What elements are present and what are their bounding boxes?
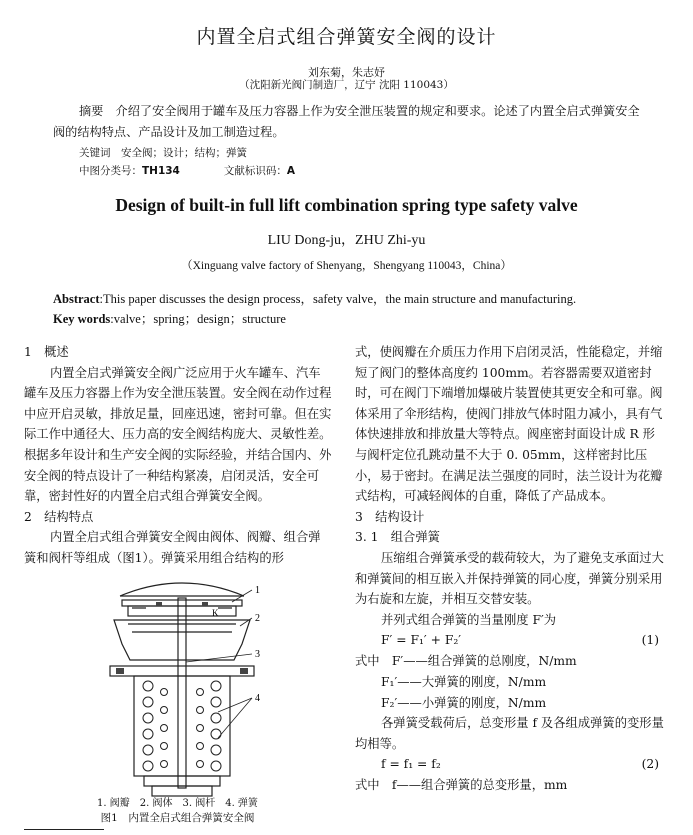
abstract-en-line — [53, 289, 663, 309]
callout-4: 4 — [255, 693, 260, 704]
footnote-rule — [24, 829, 104, 830]
abstract-en — [53, 289, 663, 329]
affiliation-en: （Xinguang valve factory of Shenyang，Shengyang 110043，China） — [181, 260, 512, 272]
abstract-en-label: Abstract — [53, 292, 100, 306]
valve-body — [114, 620, 250, 660]
paper-title-cn: 内置全启式组合弹簧安全阀的设计 — [196, 26, 497, 48]
figure-legend: 1. 阀瓣 2. 阀体 3. 阀杆 4. 弹簧 — [97, 798, 258, 809]
left-column — [24, 342, 332, 569]
figure-caption: 图1 内置全启式组合弹簧安全阀 — [100, 812, 255, 824]
definition-3: F₂′——小弹簧的刚度，N/mm — [381, 695, 547, 710]
equation-2 — [355, 754, 665, 775]
affiliation-cn: （沈阳新光阀门制造厂，辽宁 沈阳 110043） — [239, 79, 454, 91]
right-column — [355, 342, 665, 796]
keywords-cn: 关键词 安全阀；设计；结构；弹簧 — [79, 147, 247, 159]
keywords-en-line — [53, 309, 663, 329]
section-2-continued: 式，使阀瓣在介质压力作用下启闭灵活，性能稳定，并缩短了阀门的整体高度约 100mm。若容器需要双道密封时，可在阀门下端增加爆破片装置使其更安全和可靠。阀体采用了伞形结构，使阀门排放气体时阻力减小，具有气体快速排放和排放量大等特点。阀座密封面设计成 R 形与阀杆定位孔跳动量不大于 0. 05mm，这样密封比压小，易于密封。在满足法兰强度的同时，法兰设计为花瓣式结构，可减轻阀体的自重，降低了产品成本。 — [355, 345, 663, 504]
section-3-heading: 3 结构设计 — [355, 509, 425, 524]
mark-k: K — [212, 608, 219, 618]
definition-2: F₁′——大弹簧的刚度，N/mm — [381, 674, 547, 689]
section-1-heading: 1 概述 — [24, 345, 69, 359]
doc-id-code: A — [286, 165, 296, 177]
doc-id-label: 文献标识码： — [223, 165, 287, 177]
section-1-body: 内置全启式弹簧安全阀广泛应用于火车罐车、汽车罐车及压力容器上作为安全泄压装置。安全阀在动作过程中应开启灵敏，排放足量，回座迅速，密封可靠。但在实际工作中通径大、压力高的安全阀结构庞大、灵敏性差。根据多年设计和生产安全阀的实际经验，并结合国内、外安全阀的特点设计了一种结构紧凑，启闭灵活，安全可靠，密封性好的内置全启式组合弹簧安全阀。 — [24, 365, 332, 504]
definition-4: 式中 f——组合弹簧的总变形量，mm — [355, 778, 568, 793]
keywords-en-label: Key words — [53, 312, 111, 326]
classification-code: TH134 — [142, 165, 180, 177]
deformation-text: 各弹簧受载荷后，总变形量 f 及各组成弹簧的变形量均相等。 — [355, 716, 664, 751]
abstract-cn: 摘要 介绍了安全阀用于罐车及压力容器上作为安全泄压装置的规定和要求。论述了内置全启式弹簧安全阀的结构特点、产品设计及加工制造过程。 — [53, 104, 640, 139]
equation-2-number: (2) — [641, 757, 659, 772]
callout-1: 1 — [255, 585, 260, 596]
equation-1 — [355, 630, 665, 651]
callout-3: 3 — [255, 649, 260, 660]
paper-title-en: Design of built-in full lift combination spring type safety valve — [115, 195, 578, 215]
equation-1-number: (1) — [641, 633, 659, 648]
authors-cn: 刘东菊，朱志妤 — [308, 66, 385, 79]
authors-en: LIU Dong-ju，ZHU Zhi-yu — [267, 233, 426, 248]
section-2-heading: 2 结构特点 — [24, 509, 94, 524]
equivalent-stiffness-text: 并列式组合弹簧的当量刚度 F′为 — [381, 612, 557, 627]
callout-2: 2 — [255, 613, 260, 624]
spring-coils — [143, 681, 221, 771]
umbrella-cap — [120, 583, 244, 596]
valve-figure — [92, 562, 272, 807]
classification-label: 中图分类号： — [79, 165, 142, 177]
equation-2-body: f = f₁ = f₂ — [381, 757, 441, 772]
definition-1: 式中 F′——组合弹簧的总刚度，N/mm — [355, 654, 577, 669]
section-2-body: 内置全启式组合弹簧安全阀由阀体、阀瓣、组合弹簧和阀杆等组成（图1）。弹簧采用组合结构的形 — [24, 530, 321, 565]
classification-line — [79, 163, 295, 178]
section-3-1-body: 压缩组合弹簧承受的载荷较大，为了避免支承面过大和弹簧间的相互嵌入并保持弹簧的同心度，弹簧分别采用为右旋和左旋，并相互交替安装。 — [355, 550, 664, 607]
keywords-en-text: :valve；spring；design；structure — [110, 312, 286, 326]
abstract-en-text: :This paper discusses the design process，safety valve，the main structure and manufacturing. — [99, 292, 577, 306]
valve-stem — [178, 598, 186, 788]
flange-bolts — [116, 602, 248, 674]
leader-lines — [186, 590, 252, 738]
section-3-1-heading: 3. 1 组合弹簧 — [355, 530, 440, 545]
equation-1-body: F′ = F₁′ + F₂′ — [381, 633, 462, 648]
